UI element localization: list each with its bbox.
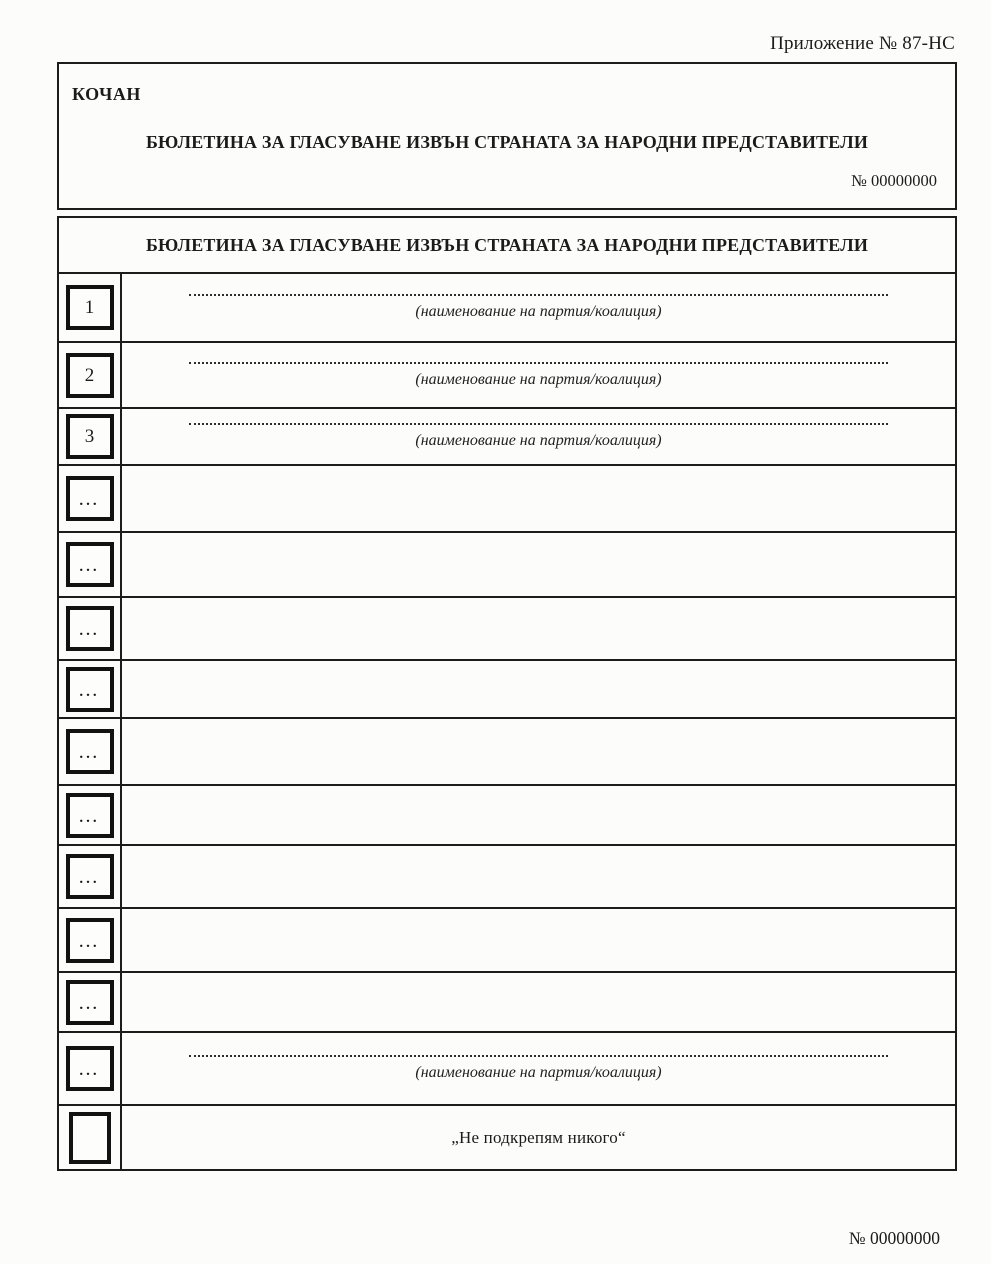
vote-checkbox[interactable] bbox=[66, 606, 114, 651]
option-content-cell bbox=[122, 661, 955, 717]
ballot-row-12 bbox=[59, 971, 955, 1031]
ballot-row-14 bbox=[59, 1104, 955, 1169]
ballot-row-3 bbox=[59, 407, 955, 464]
vote-checkbox[interactable] bbox=[66, 285, 114, 330]
vote-checkbox-none[interactable] bbox=[69, 1112, 111, 1164]
option-number-cell bbox=[59, 661, 122, 717]
ballot-rows bbox=[59, 274, 955, 1169]
party-name-line bbox=[189, 362, 889, 364]
ballot-table bbox=[57, 216, 957, 1171]
option-content-cell bbox=[122, 846, 955, 907]
party-name-line bbox=[189, 423, 889, 425]
footer-ballot-number: № 00000000 bbox=[848, 1228, 940, 1248]
option-content-cell bbox=[122, 274, 955, 341]
option-content-cell bbox=[122, 719, 955, 784]
option-number-cell bbox=[59, 973, 122, 1031]
option-number: ... bbox=[79, 809, 100, 826]
vote-checkbox[interactable] bbox=[66, 353, 114, 398]
option-number-cell bbox=[59, 719, 122, 784]
option-number-cell bbox=[59, 786, 122, 844]
option-content-cell bbox=[122, 598, 955, 659]
option-content-cell bbox=[122, 343, 955, 407]
ballot-row-2 bbox=[59, 341, 955, 407]
option-number: ... bbox=[79, 683, 100, 700]
option-number-cell bbox=[59, 409, 122, 464]
party-name-line bbox=[189, 1055, 889, 1057]
ballot-row-4 bbox=[59, 464, 955, 531]
option-content-cell bbox=[122, 409, 955, 464]
option-number: ... bbox=[79, 746, 100, 762]
option-content-cell bbox=[122, 1033, 955, 1104]
stub-label: КОЧАН bbox=[72, 84, 141, 104]
ballot-row-10 bbox=[59, 844, 955, 907]
party-name-line bbox=[189, 294, 889, 296]
ballot-row-1 bbox=[59, 274, 955, 341]
party-name-caption: (наименование на партия/коалиция) bbox=[415, 303, 662, 320]
vote-checkbox[interactable] bbox=[66, 729, 114, 774]
option-number-cell bbox=[59, 343, 122, 407]
option-content-cell bbox=[122, 533, 955, 596]
option-number: ... bbox=[79, 559, 100, 575]
option-number-cell bbox=[59, 1033, 122, 1104]
vote-checkbox[interactable] bbox=[66, 918, 114, 963]
appendix-label: Приложение № 87-НС bbox=[770, 33, 955, 54]
stub-section bbox=[57, 62, 957, 210]
option-number: ... bbox=[79, 623, 100, 639]
vote-checkbox[interactable] bbox=[66, 476, 114, 521]
ballot-row-7 bbox=[59, 659, 955, 717]
party-name-caption: (наименование на партия/коалиция) bbox=[415, 370, 662, 388]
option-content-cell bbox=[122, 973, 955, 1031]
option-number: ... bbox=[79, 493, 100, 509]
option-number-cell bbox=[59, 1106, 122, 1169]
option-number-cell bbox=[59, 466, 122, 531]
option-content-cell bbox=[122, 909, 955, 971]
vote-checkbox[interactable] bbox=[66, 793, 114, 838]
option-number-cell bbox=[59, 274, 122, 341]
option-number: 3 bbox=[84, 426, 95, 447]
ballot-row-11 bbox=[59, 907, 955, 971]
option-content-cell bbox=[122, 1106, 955, 1169]
ballot-row-13 bbox=[59, 1031, 955, 1104]
option-number: ... bbox=[79, 1063, 100, 1079]
option-number-cell bbox=[59, 909, 122, 971]
option-number: ... bbox=[79, 871, 100, 887]
option-number-cell bbox=[59, 533, 122, 596]
option-number: ... bbox=[79, 996, 100, 1013]
party-name-caption: (наименование на партия/коалиция) bbox=[415, 1064, 662, 1081]
option-number: 1 bbox=[84, 297, 95, 318]
vote-checkbox[interactable] bbox=[66, 854, 114, 899]
option-number: ... bbox=[79, 934, 100, 951]
option-number-cell bbox=[59, 846, 122, 907]
stub-title: БЮЛЕТИНА ЗА ГЛАСУВАНЕ ИЗВЪН СТРАНАТА ЗА НАРОДНИ ПРЕДСТАВИТЕЛИ bbox=[145, 132, 869, 152]
vote-checkbox[interactable] bbox=[66, 1046, 114, 1091]
vote-checkbox[interactable] bbox=[66, 542, 114, 587]
vote-checkbox[interactable] bbox=[66, 667, 114, 712]
party-name-caption: (наименование на партия/коалиция) bbox=[415, 432, 662, 449]
ballot-row-6 bbox=[59, 596, 955, 659]
stub-ballot-number: № 00000000 bbox=[851, 171, 937, 190]
ballot-row-5 bbox=[59, 531, 955, 596]
option-content-cell bbox=[122, 466, 955, 531]
option-content-cell bbox=[122, 786, 955, 844]
none-option-label: „Не подкрепям никого“ bbox=[451, 1127, 626, 1147]
option-number-cell bbox=[59, 598, 122, 659]
ballot-row-9 bbox=[59, 784, 955, 844]
ballot-row-8 bbox=[59, 717, 955, 784]
option-number: 2 bbox=[84, 364, 95, 386]
vote-checkbox[interactable] bbox=[66, 414, 114, 459]
ballot-title: БЮЛЕТИНА ЗА ГЛАСУВАНЕ ИЗВЪН СТРАНАТА ЗА НАРОДНИ ПРЕДСТАВИТЕЛИ bbox=[59, 218, 955, 274]
vote-checkbox[interactable] bbox=[66, 980, 114, 1025]
